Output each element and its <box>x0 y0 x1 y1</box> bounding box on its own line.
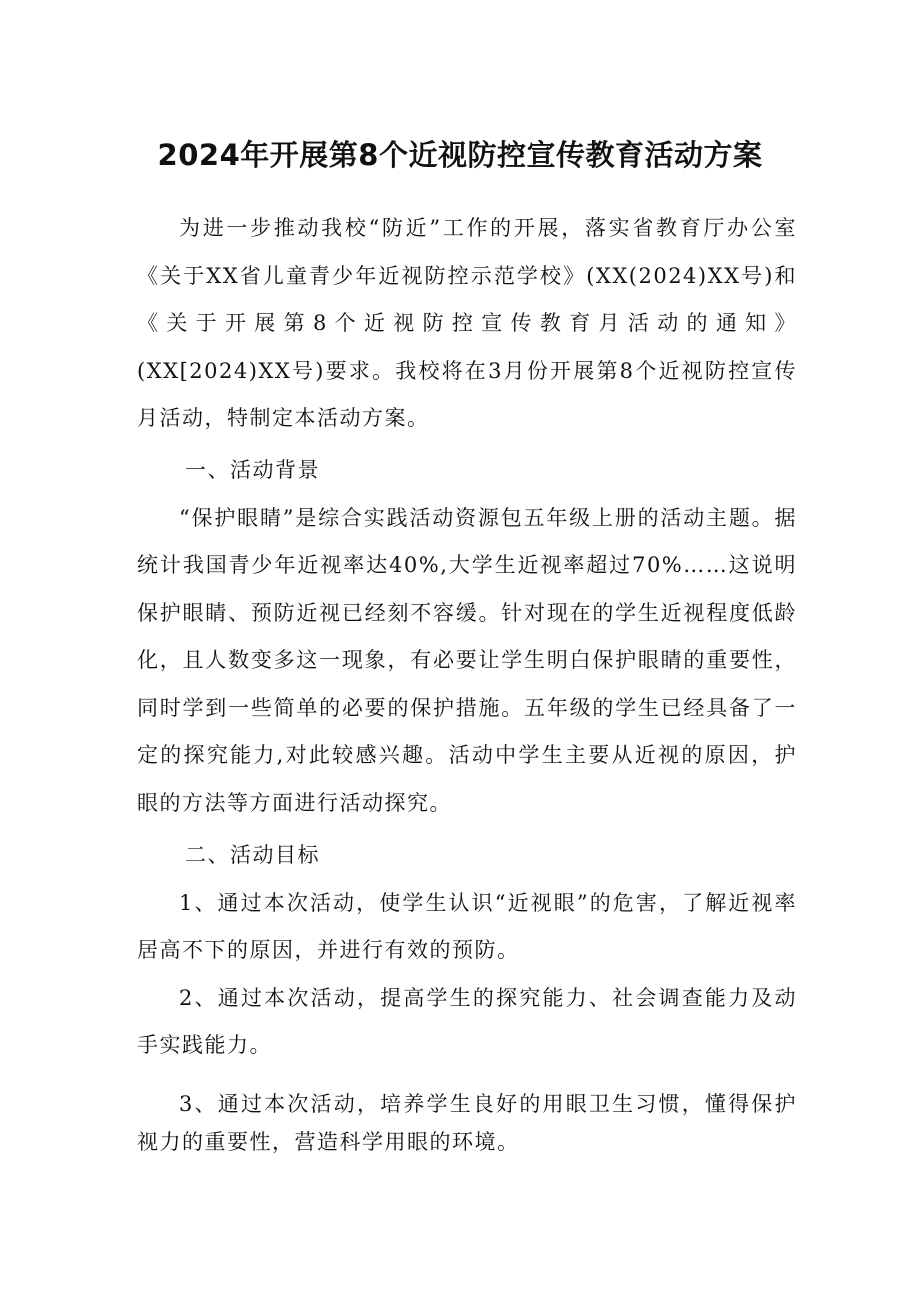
intro-paragraph: 为进一步推动我校“防近”工作的开展，落实省教育厅办公室《关于XX省儿童青少年近视防控示范学校》(XX(2024)XX号)和《关于开展第8个近视防控宣传教育月活动的通知》(XX[2024)XX号)要求。我校将在3月份开展第8个近视防控宣传月活动，特制定本活动方案。 <box>137 216 797 430</box>
goals-section-continued <box>137 1085 797 1161</box>
document-title: 2024年开展第8个近视防控宣传教育活动方案 <box>157 138 763 173</box>
goal-item-2: 2、通过本次活动，提高学生的探究能力、社会调查能力及动手实践能力。 <box>137 985 797 1057</box>
section-heading-goals: 二、活动目标 <box>185 843 320 867</box>
section-heading-background: 一、活动背景 <box>185 458 320 482</box>
background-section <box>137 447 797 827</box>
goal-item-1: 1、通过本次活动，使学生认识“近视眼”的危害，了解近视率居高不下的原因，并进行有效的预防。 <box>137 890 797 962</box>
goal-item-3: 3、通过本次活动，培养学生良好的用眼卫生习惯，懂得保护视力的重要性，营造科学用眼的环境。 <box>137 1092 797 1154</box>
goals-section <box>137 832 797 1070</box>
background-paragraph: “保护眼睛”是综合实践活动资源包五年级上册的活动主题。据统计我国青少年近视率达40%,大学生近视率超过70%……这说明保护眼睛、预防近视已经刻不容缓。针对现在的学生近视程度低龄化，且人数变多这一现象，有必要让学生明白保护眼睛的重要性，同时学到一些简单的必要的保护措施。五年级的学生已经具备了一定的探究能力,对此较感兴趣。活动中学生主要从近视的原因，护眼的方法等方面进行活动探究。 <box>137 505 797 815</box>
intro-section <box>137 205 797 443</box>
